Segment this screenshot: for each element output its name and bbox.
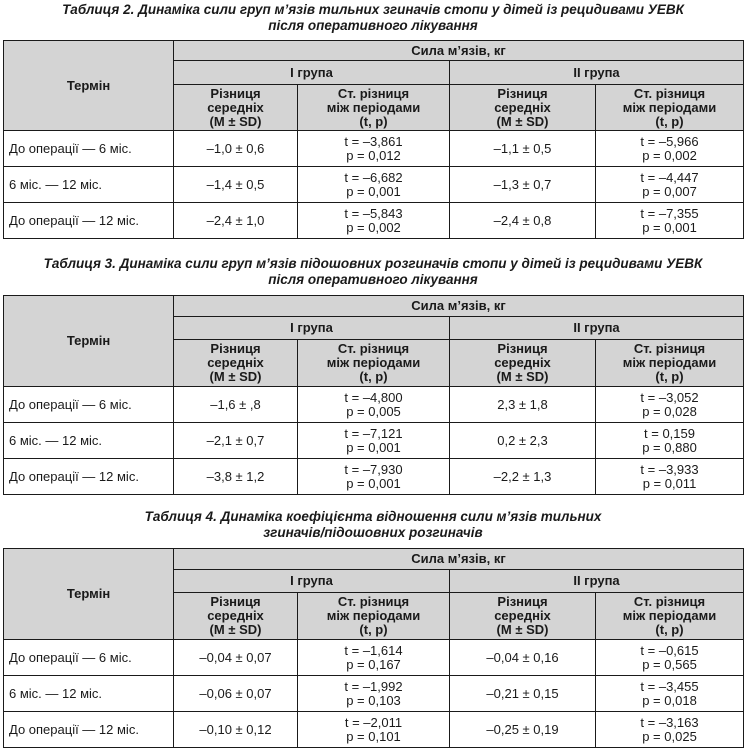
table-caption bbox=[0, 256, 746, 288]
t-value: t = –7,355 bbox=[640, 205, 699, 221]
header-line: Ст. різниця bbox=[337, 594, 410, 609]
term-cell: 6 міс. — 12 міс. bbox=[4, 676, 174, 712]
t-value: t = –3,455 bbox=[640, 678, 699, 694]
group1-mean-diff: –1,6 ± ,8 bbox=[174, 387, 298, 423]
caption-line: згиначів/підошовних розгиначів bbox=[263, 525, 483, 540]
term-header: Термін bbox=[4, 41, 174, 131]
group1-mean-diff: –0,10 ± 0,12 bbox=[174, 712, 298, 748]
term-header: Термін bbox=[4, 549, 174, 640]
p-value: p = 0,007 bbox=[642, 183, 697, 199]
header-line: між періодами bbox=[622, 608, 717, 623]
table-caption bbox=[0, 2, 746, 34]
p-value: p = 0,012 bbox=[346, 147, 401, 163]
term-cell: До операції — 6 міс. bbox=[4, 387, 174, 423]
table-row bbox=[4, 459, 744, 495]
header-line: Ст. різниця bbox=[633, 85, 706, 101]
t-value: t = –3,861 bbox=[344, 133, 403, 149]
header-line: Різниця bbox=[210, 85, 261, 101]
caption-line: Таблиця 4. Динаміка коефіцієнта відношення сили м’язів тильних bbox=[144, 509, 602, 524]
table-row bbox=[4, 423, 744, 459]
header-line: Різниця bbox=[497, 341, 548, 356]
t-value: t = –7,930 bbox=[344, 461, 403, 477]
strength-header: Сила м’язів, кг bbox=[174, 549, 744, 570]
header-line: між періодами bbox=[326, 608, 421, 623]
p-value: p = 0,005 bbox=[346, 403, 401, 419]
term-cell: 6 міс. — 12 міс. bbox=[4, 167, 174, 203]
group1-header: І група bbox=[174, 61, 450, 85]
t-value: t = 0,159 bbox=[644, 425, 695, 441]
term-cell: До операції — 12 міс. bbox=[4, 203, 174, 239]
group1-t-p bbox=[298, 131, 450, 167]
t-value: t = –1,614 bbox=[344, 642, 403, 658]
header-row bbox=[4, 41, 744, 61]
group2-header: ІІ група bbox=[450, 317, 744, 340]
header-line: Різниця bbox=[497, 85, 548, 101]
mean-diff-header bbox=[174, 340, 298, 387]
header-line: (M ± SD) bbox=[496, 113, 549, 129]
table-row bbox=[4, 712, 744, 748]
group2-t-p bbox=[596, 712, 744, 748]
p-value: p = 0,001 bbox=[346, 475, 401, 491]
header-row bbox=[4, 549, 744, 570]
header-line: (t, p) bbox=[359, 113, 388, 129]
group2-t-p bbox=[596, 387, 744, 423]
t-value: t = –3,052 bbox=[640, 389, 699, 405]
term-cell: До операції — 12 міс. bbox=[4, 712, 174, 748]
group2-t-p bbox=[596, 203, 744, 239]
term-cell: До операції — 12 міс. bbox=[4, 459, 174, 495]
mean-diff-header bbox=[174, 85, 298, 131]
header-line: середніх bbox=[494, 99, 551, 115]
group2-mean-diff: –2,2 ± 1,3 bbox=[450, 459, 596, 495]
table-row bbox=[4, 167, 744, 203]
header-line: Ст. різниця bbox=[337, 85, 410, 101]
group2-mean-diff: 2,3 ± 1,8 bbox=[450, 387, 596, 423]
header-line: середніх bbox=[207, 355, 264, 370]
t-value: t = –1,992 bbox=[344, 678, 403, 694]
header-line: (M ± SD) bbox=[209, 622, 262, 637]
group2-mean-diff: –0,04 ± 0,16 bbox=[450, 640, 596, 676]
strength-header: Сила м’язів, кг bbox=[174, 296, 744, 317]
header-line: Різниця bbox=[210, 341, 261, 356]
mean-diff-header bbox=[450, 593, 596, 640]
header-line: середніх bbox=[207, 608, 264, 623]
t-value: t = –3,163 bbox=[640, 714, 699, 730]
t-value: t = –5,966 bbox=[640, 133, 699, 149]
header-line: (M ± SD) bbox=[496, 369, 549, 384]
p-value: p = 0,167 bbox=[346, 656, 401, 672]
t-value: t = –3,933 bbox=[640, 461, 699, 477]
group2-mean-diff: 0,2 ± 2,3 bbox=[450, 423, 596, 459]
p-value: p = 0,001 bbox=[346, 183, 401, 199]
group1-t-p bbox=[298, 459, 450, 495]
data-table bbox=[3, 40, 744, 239]
header-line: середніх bbox=[494, 355, 551, 370]
strength-header: Сила м’язів, кг bbox=[174, 41, 744, 61]
table-row bbox=[4, 640, 744, 676]
std-diff-header bbox=[298, 593, 450, 640]
data-table bbox=[3, 295, 744, 495]
group2-mean-diff: –1,3 ± 0,7 bbox=[450, 167, 596, 203]
group1-t-p bbox=[298, 203, 450, 239]
group2-header: ІІ група bbox=[450, 61, 744, 85]
group2-t-p bbox=[596, 167, 744, 203]
header-line: Ст. різниця bbox=[633, 594, 706, 609]
term-cell: До операції — 6 міс. bbox=[4, 131, 174, 167]
mean-diff-header bbox=[450, 340, 596, 387]
std-diff-header bbox=[596, 340, 744, 387]
p-value: p = 0,018 bbox=[642, 692, 697, 708]
group1-header: І група bbox=[174, 570, 450, 593]
group2-mean-diff: –2,4 ± 0,8 bbox=[450, 203, 596, 239]
group2-t-p bbox=[596, 423, 744, 459]
table-row bbox=[4, 203, 744, 239]
header-line: (t, p) bbox=[655, 622, 684, 637]
group2-mean-diff: –1,1 ± 0,5 bbox=[450, 131, 596, 167]
mean-diff-header bbox=[174, 593, 298, 640]
header-line: Різниця bbox=[210, 594, 261, 609]
t-value: t = –4,800 bbox=[344, 389, 403, 405]
header-line: між періодами bbox=[622, 99, 717, 115]
group1-t-p bbox=[298, 167, 450, 203]
caption-line: Таблиця 3. Динаміка сили груп м’язів підошовних розгиначів стопи у дітей із рецидивами УЕВК bbox=[43, 256, 703, 271]
caption-line: Таблиця 2. Динаміка сили груп м’язів тильних згиначів стопи у дітей із рецидивами УЕВК bbox=[62, 2, 684, 17]
table-row bbox=[4, 387, 744, 423]
header-line: Ст. різниця bbox=[633, 341, 706, 356]
p-value: p = 0,002 bbox=[346, 219, 401, 235]
t-value: t = –0,615 bbox=[640, 642, 699, 658]
group1-mean-diff: –1,4 ± 0,5 bbox=[174, 167, 298, 203]
header-line: Ст. різниця bbox=[337, 341, 410, 356]
data-table bbox=[3, 548, 744, 748]
std-diff-header bbox=[298, 85, 450, 131]
std-diff-header bbox=[298, 340, 450, 387]
header-line: (t, p) bbox=[359, 369, 388, 384]
p-value: p = 0,025 bbox=[642, 728, 697, 744]
table-row bbox=[4, 131, 744, 167]
group1-mean-diff: –0,04 ± 0,07 bbox=[174, 640, 298, 676]
term-header: Термін bbox=[4, 296, 174, 387]
header-line: між періодами bbox=[326, 99, 421, 115]
term-cell: 6 міс. — 12 міс. bbox=[4, 423, 174, 459]
p-value: p = 0,011 bbox=[642, 475, 697, 491]
group2-mean-diff: –0,25 ± 0,19 bbox=[450, 712, 596, 748]
caption-line: після оперативного лікування bbox=[268, 272, 478, 287]
p-value: p = 0,880 bbox=[642, 439, 697, 455]
term-cell: До операції — 6 міс. bbox=[4, 640, 174, 676]
header-line: (t, p) bbox=[655, 113, 684, 129]
p-value: p = 0,002 bbox=[642, 147, 697, 163]
t-value: t = –5,843 bbox=[344, 205, 403, 221]
group1-mean-diff: –2,1 ± 0,7 bbox=[174, 423, 298, 459]
group2-t-p bbox=[596, 676, 744, 712]
t-value: t = –4,447 bbox=[640, 169, 699, 185]
header-line: (M ± SD) bbox=[209, 113, 262, 129]
group2-header: ІІ група bbox=[450, 570, 744, 593]
header-line: середніх bbox=[207, 99, 264, 115]
p-value: p = 0,565 bbox=[642, 656, 697, 672]
mean-diff-header bbox=[450, 85, 596, 131]
group1-t-p bbox=[298, 640, 450, 676]
p-value: p = 0,001 bbox=[346, 439, 401, 455]
group1-t-p bbox=[298, 387, 450, 423]
header-line: між періодами bbox=[622, 355, 717, 370]
group2-mean-diff: –0,21 ± 0,15 bbox=[450, 676, 596, 712]
group1-mean-diff: –2,4 ± 1,0 bbox=[174, 203, 298, 239]
group1-mean-diff: –3,8 ± 1,2 bbox=[174, 459, 298, 495]
group2-t-p bbox=[596, 459, 744, 495]
group2-t-p bbox=[596, 131, 744, 167]
header-line: (t, p) bbox=[359, 622, 388, 637]
header-line: (t, p) bbox=[655, 369, 684, 384]
header-line: середніх bbox=[494, 608, 551, 623]
p-value: p = 0,103 bbox=[346, 692, 401, 708]
group1-header: І група bbox=[174, 317, 450, 340]
p-value: p = 0,001 bbox=[642, 219, 697, 235]
t-value: t = –6,682 bbox=[344, 169, 403, 185]
group1-t-p bbox=[298, 712, 450, 748]
table-row bbox=[4, 676, 744, 712]
header-line: між періодами bbox=[326, 355, 421, 370]
std-diff-header bbox=[596, 593, 744, 640]
header-row bbox=[4, 296, 744, 317]
header-line: (M ± SD) bbox=[496, 622, 549, 637]
group1-mean-diff: –0,06 ± 0,07 bbox=[174, 676, 298, 712]
group1-t-p bbox=[298, 423, 450, 459]
header-line: (M ± SD) bbox=[209, 369, 262, 384]
t-value: t = –7,121 bbox=[344, 425, 403, 441]
std-diff-header bbox=[596, 85, 744, 131]
p-value: p = 0,028 bbox=[642, 403, 697, 419]
caption-line: після оперативного лікування bbox=[268, 18, 478, 33]
p-value: p = 0,101 bbox=[346, 728, 401, 744]
group1-mean-diff: –1,0 ± 0,6 bbox=[174, 131, 298, 167]
group2-t-p bbox=[596, 640, 744, 676]
group1-t-p bbox=[298, 676, 450, 712]
header-line: Різниця bbox=[497, 594, 548, 609]
t-value: t = –2,011 bbox=[344, 714, 403, 730]
table-caption bbox=[0, 509, 746, 541]
